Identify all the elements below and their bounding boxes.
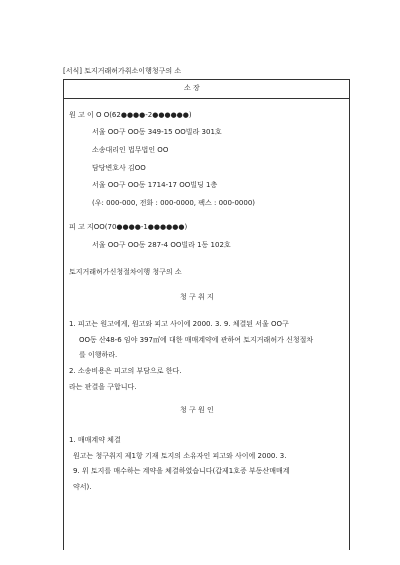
plaintiff-address: 서울 OO구 OO동 349-15 OO빌라 301호 — [92, 128, 222, 136]
document-title: 소 장 — [184, 84, 200, 92]
claim-1-line-3: 를 이행하라. — [79, 351, 118, 359]
plaintiff-contact: (우: 000-000, 전화 : 000-0000, 팩스 : 000-0000) — [92, 199, 256, 207]
cause-section-1-title: 1. 매매계약 체결 — [69, 436, 121, 444]
claim-2: 2. 소송비용은 피고의 부담으로 한다. — [69, 367, 182, 375]
plaintiff-lawyer: 담당변호사 김OO — [92, 164, 146, 172]
claim-heading: 청 구 취 지 — [180, 293, 214, 301]
claims-closing: 라는 판결을 구합니다. — [69, 383, 137, 391]
title-divider — [63, 98, 350, 99]
claim-1-line-1: 1. 피고는 원고에게, 원고와 피고 사이에 2000. 3. 9. 체결된 서울 OO구 — [69, 320, 289, 328]
claim-1-line-2: OO동 산48-6 임야 397㎡에 대한 매매계약에 관하여 토지거래허가 신청절차 — [79, 336, 314, 344]
case-name: 토지거래허가신청절차이행 청구의 소 — [69, 268, 182, 276]
defendant-label: 피 고 지OO(70●●●●-1●●●●●●) — [69, 223, 188, 231]
plaintiff-label: 원 고 이 O O(62●●●●-2●●●●●●) — [69, 111, 192, 119]
cause-heading: 청 구 원 인 — [180, 406, 214, 414]
form-caption: [서식] 토지거래허가취소이행청구의 소 — [63, 67, 182, 75]
cause-section-1-line-3: 약서). — [73, 483, 92, 491]
cause-section-1-line-2: 9. 위 토지를 매수하는 계약을 체결하였습니다(갑제1호증 부동산매매계 — [73, 467, 290, 475]
plaintiff-agent: 소송대리인 법무법인 OO — [92, 146, 169, 154]
defendant-address: 서울 OO구 OO동 287-4 OO빌라 1동 102호 — [92, 241, 231, 249]
cause-section-1-line-1: 원고는 청구취지 제1항 기재 토지의 소유자인 피고와 사이에 2000. 3. — [73, 452, 287, 460]
plaintiff-office: 서울 OO구 OO동 1714-17 OO빌딩 1층 — [92, 181, 218, 189]
